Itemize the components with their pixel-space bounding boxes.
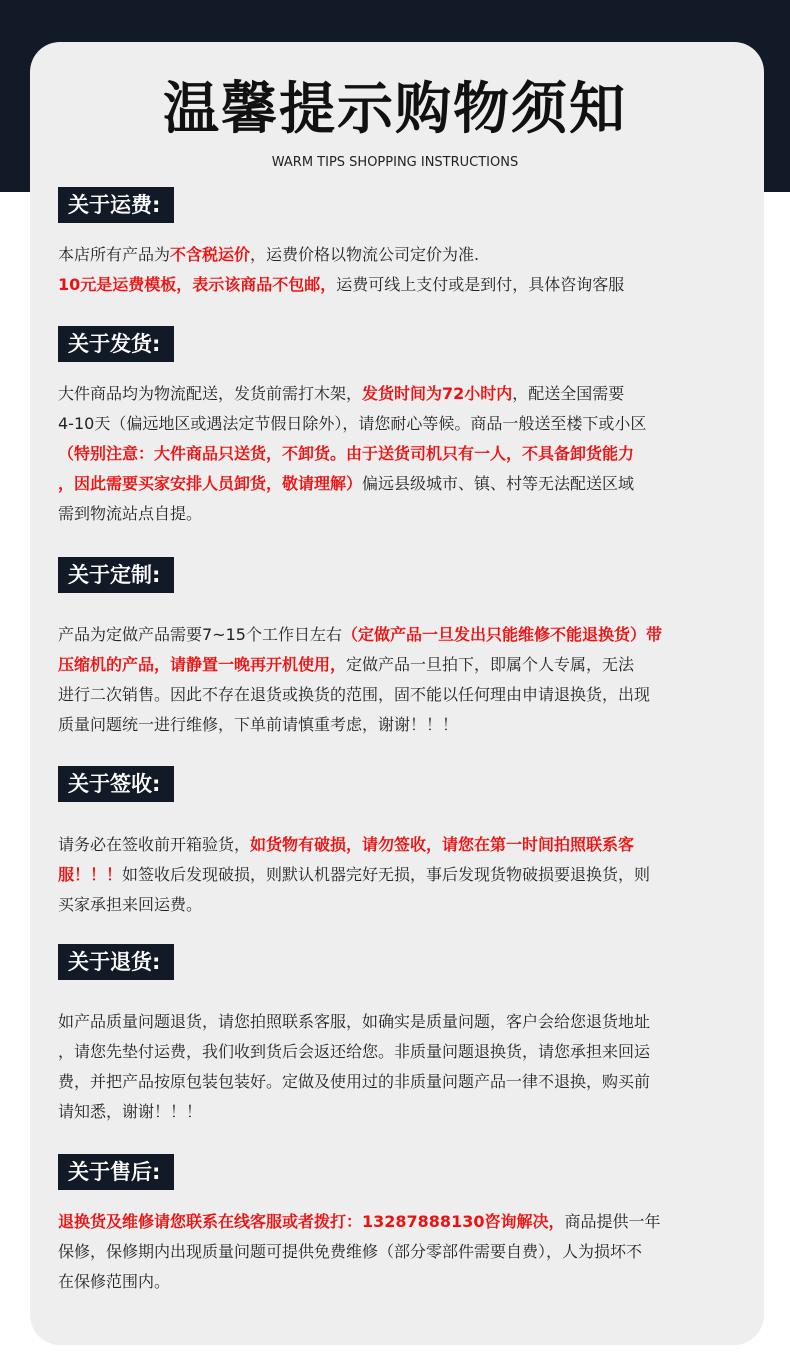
text-line xyxy=(58,469,758,499)
highlight-text: （特别注意：大件商品只送货，不卸货。由于送货司机只有一人，不具备卸货能力 xyxy=(58,444,635,463)
section-body xyxy=(58,1007,758,1127)
section-label: 关于运费: xyxy=(58,187,174,223)
body-text: 本店所有产品为 xyxy=(58,245,171,264)
highlight-text: 服！！！ xyxy=(58,865,123,884)
text-line xyxy=(58,1207,758,1237)
body-text: 保修，保修期内出现质量问题可提供免费维修（部分零部件需要自费），人为损坏不 xyxy=(58,1242,643,1261)
section-body xyxy=(58,379,758,529)
text-line xyxy=(58,499,758,529)
highlight-text: 不含税运价 xyxy=(170,245,251,264)
body-text: 偏远县级城市、镇、村等无法配送区域 xyxy=(362,474,635,493)
body-text: 运费可线上支付或是到付，具体咨询客服 xyxy=(336,275,625,294)
section-label: 关于定制: xyxy=(58,557,174,593)
text-line xyxy=(58,650,758,680)
section-label: 关于退货: xyxy=(58,944,174,980)
body-text: 4-10天（偏远地区或遇法定节假日除外），请您耐心等候。商品一般送至楼下或小区 xyxy=(58,414,647,433)
section-after-sales xyxy=(58,1154,758,1297)
body-text: 大件商品均为物流配送，发货前需打木架， xyxy=(58,384,363,403)
highlight-text: ，因此需要买家安排人员卸货，敬请理解） xyxy=(58,474,363,493)
body-text: 如产品质量问题退货，请您拍照联系客服，如确实是质量问题，客户会给您退货地址 xyxy=(58,1012,651,1031)
body-text: 定做产品一旦拍下，即属个人专属，无法 xyxy=(346,655,635,674)
text-line xyxy=(58,860,758,890)
text-line xyxy=(58,620,758,650)
text-line xyxy=(58,680,758,710)
text-line xyxy=(58,890,758,920)
text-line xyxy=(58,1267,758,1297)
body-text: 请务必在签收前开箱验货， xyxy=(58,835,251,854)
body-text: ，配送全国需要 xyxy=(512,384,625,403)
body-text: 请知悉，谢谢！！！ xyxy=(58,1102,203,1121)
text-line xyxy=(58,1067,758,1097)
section-label: 关于发货: xyxy=(58,326,174,362)
body-text: 如签收后发现破损，则默认机器完好无损，事后发现货物破损要退换货，则 xyxy=(122,865,651,884)
highlight-text: 如货物有破损，请勿签收，请您在第一时间拍照联系客 xyxy=(250,835,635,854)
body-text: ，请您先垫付运费，我们收到货后会返还给您。非质量问题退换货，请您承担来回运 xyxy=(58,1042,651,1061)
body-text: 质量问题统一进行维修，下单前请慎重考虑，谢谢！！！ xyxy=(58,715,459,734)
text-line xyxy=(58,439,758,469)
section-label: 关于售后: xyxy=(58,1154,174,1190)
body-text: 费，并把产品按原包装包装好。定做及使用过的非质量问题产品一律不退换，购买前 xyxy=(58,1072,651,1091)
section-returns xyxy=(58,944,758,1127)
text-line xyxy=(58,270,758,300)
text-line xyxy=(58,1097,758,1127)
highlight-text: 压缩机的产品，请静置一晚再开机使用， xyxy=(58,655,347,674)
text-line xyxy=(58,379,758,409)
body-text: 在保修范围内。 xyxy=(58,1272,171,1291)
section-body xyxy=(58,830,758,920)
text-line xyxy=(58,1037,758,1067)
section-receipt xyxy=(58,766,758,920)
section-label: 关于签收: xyxy=(58,766,174,802)
body-text: 买家承担来回运费。 xyxy=(58,895,203,914)
highlight-text: （定做产品一旦发出只能维修不能退换货）带 xyxy=(341,625,662,644)
body-text: 进行二次销售。因此不存在退货或换货的范围，固不能以任何理由申请退换货，出现 xyxy=(58,685,651,704)
text-line xyxy=(58,830,758,860)
body-text: 需到物流站点自提。 xyxy=(58,504,203,523)
section-body xyxy=(58,1207,758,1297)
text-line xyxy=(58,1007,758,1037)
page-subtitle: WARM TIPS SHOPPING INSTRUCTIONS xyxy=(271,155,519,170)
highlight-text: 发货时间为72小时内 xyxy=(362,384,513,403)
highlight-text: 退换货及维修请您联系在线客服或者拨打：13287888130咨询解决， xyxy=(58,1212,565,1231)
section-body xyxy=(58,240,758,300)
text-line xyxy=(58,240,758,270)
section-body xyxy=(58,620,758,740)
section-shipping-fee xyxy=(58,187,758,300)
highlight-text: 10元是运费模板，表示该商品不包邮， xyxy=(58,275,337,294)
text-line xyxy=(58,710,758,740)
body-text: 商品提供一年 xyxy=(564,1212,661,1231)
body-text: 产品为定做产品需要7~15个工作日左右 xyxy=(58,625,342,644)
section-customization xyxy=(58,557,758,740)
text-line xyxy=(58,1237,758,1267)
page-title: 温馨提示购物须知 xyxy=(163,77,627,142)
text-line xyxy=(58,409,758,439)
body-text: ，运费价格以物流公司定价为准. xyxy=(250,245,480,264)
section-delivery xyxy=(58,326,758,529)
